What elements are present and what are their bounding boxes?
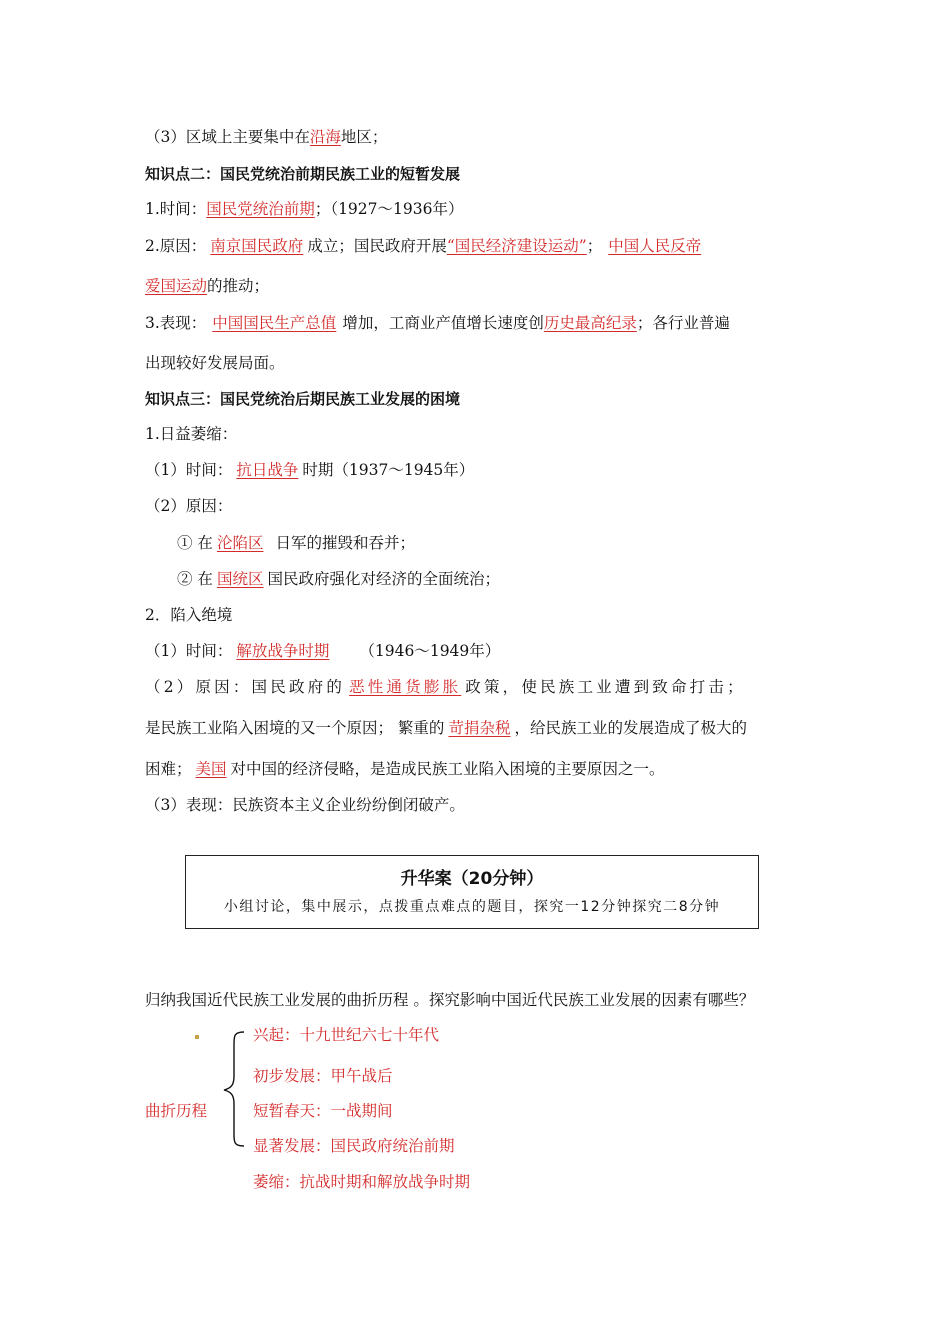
text: （1）时间： — [145, 642, 233, 660]
text: 是民族工业陷入困境的又一个原因； 繁重的 — [145, 719, 445, 737]
answer-blank: “国民经济建设运动” — [446, 237, 587, 255]
answer-blank: 抗日战争 — [236, 461, 299, 479]
text: 对中国的经济侵略，是造成民族工业陷入困境的主要原因之一。 — [230, 760, 665, 778]
answer-blank: 国民党统治前期 — [206, 200, 315, 218]
k2-performance-line-2: 出现较好发展局面。 — [145, 354, 285, 372]
upgrade-box — [185, 855, 759, 929]
text: 地区； — [340, 128, 388, 146]
text: 3.表现： — [145, 314, 207, 332]
k3-1-reason-heading: （2）原因： — [145, 497, 233, 515]
answer-blank: 沦陷区 — [216, 534, 264, 552]
question: 归纳我国近代民族工业发展的曲折历程 。探究影响中国近代民族工业发展的因素有哪些？ — [145, 991, 755, 1009]
k3-heading-1: 1.日益萎缩： — [145, 425, 238, 443]
k2-time-line — [145, 199, 463, 219]
text: 的推动； — [207, 277, 270, 295]
text: （1）时间： — [145, 461, 233, 479]
p3-line — [145, 127, 387, 147]
text: 增加，工商业产值增长速度创 — [342, 314, 544, 332]
text: （1946～1949年） — [359, 642, 501, 660]
k3-heading-2: 2．陷入绝境 — [145, 606, 233, 624]
box-title: 升华案（20分钟） — [400, 869, 544, 889]
text: 政策，使民族工业遭到致命打击； — [465, 678, 746, 696]
brace-icon — [222, 1030, 252, 1148]
answer-blank: 恶性通货膨胀 — [349, 678, 462, 696]
k3-2-reason-line-2 — [145, 718, 747, 738]
k3-2-time-line — [145, 641, 500, 661]
stage-item: 兴起：十九世纪六七十年代 — [253, 1026, 440, 1044]
stage-item: 短暂春天：一战期间 — [253, 1102, 393, 1120]
text: ，给民族工业的发展造成了极大的 — [514, 719, 747, 737]
text: ；（1927～1936年） — [314, 200, 464, 218]
text: 日军的摧毁和吞并； — [275, 534, 415, 552]
section-title-k2: 知识点二：国民党统治前期民族工业的短暂发展 — [145, 165, 461, 183]
text: 1.时间： — [145, 200, 207, 218]
text: ① 在 — [177, 534, 213, 552]
k3-1-reason-b — [177, 569, 500, 589]
answer-blank: 中国国民生产总值 — [212, 314, 337, 332]
stage-item: 初步发展：甲午战后 — [253, 1067, 393, 1085]
text: ； — [586, 237, 603, 255]
text: ；各行业普遍 — [636, 314, 730, 332]
text: 成立；国民政府开展 — [307, 237, 447, 255]
text: （3）区域上主要集中在 — [145, 128, 310, 146]
answer-blank: 沿海 — [309, 128, 341, 146]
text: 2.原因： — [145, 237, 207, 255]
answer-blank: 历史最高纪录 — [543, 314, 637, 332]
text: 时期（1937～1945年） — [302, 461, 475, 479]
text: 困难； — [145, 760, 192, 778]
stage-item: 萎缩：抗战时期和解放战争时期 — [253, 1173, 471, 1191]
k3-2-performance: （3）表现：民族资本主义企业纷纷倒闭破产。 — [145, 796, 465, 814]
answer-blank: 中国人民反帝 — [608, 237, 702, 255]
k2-performance-line — [145, 313, 730, 333]
section-title-k3: 知识点三：国民党统治后期民族工业发展的困境 — [145, 390, 461, 408]
k2-reason-line-2 — [145, 276, 269, 296]
k3-2-reason-line-1 — [145, 677, 746, 697]
text: 国民政府强化对经济的全面统治； — [267, 570, 500, 588]
answer-blank: 美国 — [195, 760, 227, 778]
k3-1-time-line — [145, 460, 474, 480]
k3-2-reason-line-3 — [145, 759, 665, 779]
answer-blank: 爱国运动 — [145, 277, 208, 295]
dot-mark — [195, 1035, 199, 1039]
k2-reason-line — [145, 236, 701, 256]
answer-blank: 南京国民政府 — [210, 237, 304, 255]
box-subtitle: 小组讨论，集中展示，点拨重点难点的题目，探究一12分钟探究二8分钟 — [223, 899, 721, 915]
k3-1-reason-a — [177, 533, 415, 553]
text: ② 在 — [177, 570, 213, 588]
stage-item: 显著发展：国民政府统治前期 — [253, 1137, 455, 1155]
diagram-label: 曲折历程 — [145, 1102, 208, 1120]
answer-blank: 解放战争时期 — [236, 642, 330, 660]
answer-blank: 国统区 — [216, 570, 264, 588]
text: （2）原因：国民政府的 — [145, 678, 346, 696]
answer-blank: 苛捐杂税 — [448, 719, 511, 737]
